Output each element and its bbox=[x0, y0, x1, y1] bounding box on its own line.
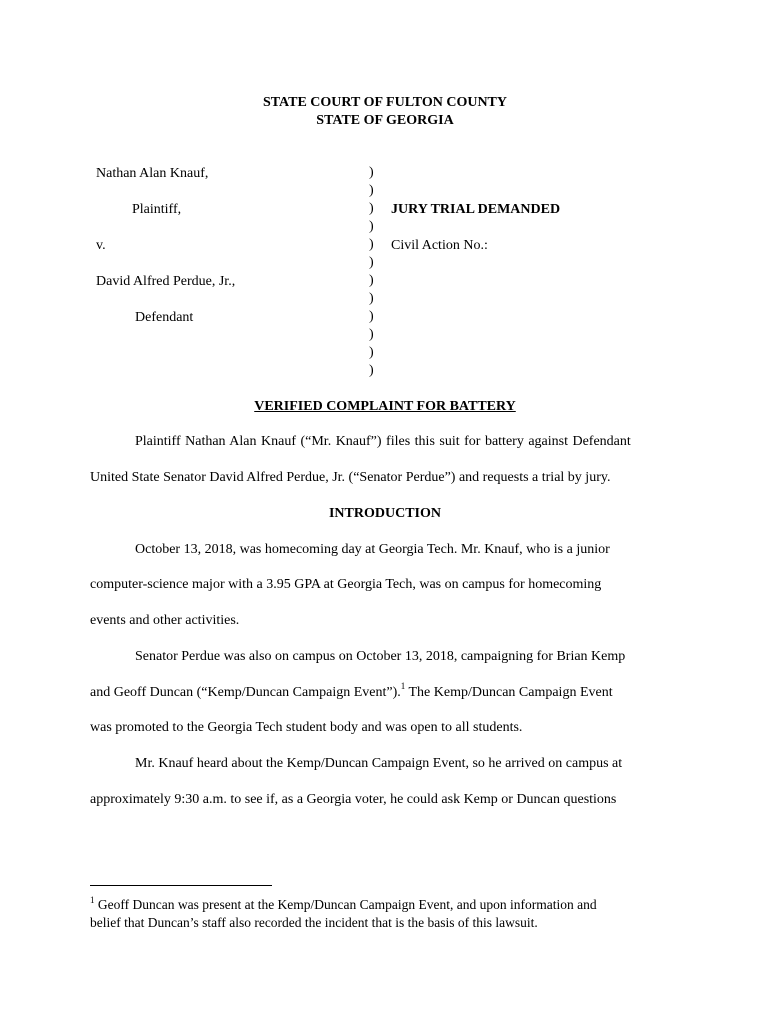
caption-paren: ) bbox=[369, 273, 374, 288]
defendant-role: Defendant bbox=[135, 310, 194, 325]
footnote-text: Geoff Duncan was present at the Kemp/Duncan Campaign Event, and upon information and bbox=[94, 897, 597, 912]
caption-paren: ) bbox=[369, 201, 374, 216]
intro-line-2: United State Senator David Alfred Perdue, Jr. (“Senator Perdue”) and requests a trial by jury. bbox=[90, 470, 611, 485]
caption-paren: ) bbox=[369, 363, 374, 378]
intro-line-1: Plaintiff Nathan Alan Knauf (“Mr. Knauf”) files this suit for battery against Defendant bbox=[135, 434, 631, 449]
caption-paren: ) bbox=[369, 255, 374, 270]
paragraph-2-line-2 bbox=[90, 681, 613, 702]
paragraph-2-line-2-text: and Geoff Duncan (“Kemp/Duncan Campaign Event”). bbox=[90, 685, 401, 700]
paragraph-2-line-2-continued: The Kemp/Duncan Campaign Event bbox=[405, 685, 613, 700]
caption-divider bbox=[369, 164, 381, 380]
paragraph-1-line-3: events and other activities. bbox=[90, 613, 240, 628]
caption-paren: ) bbox=[369, 165, 374, 180]
paragraph-1-line-1: October 13, 2018, was homecoming day at Georgia Tech. Mr. Knauf, who is a junior bbox=[135, 542, 610, 557]
defendant-name: David Alfred Perdue, Jr., bbox=[96, 274, 236, 289]
caption-paren: ) bbox=[369, 327, 374, 342]
footnote-line-2: belief that Duncan’s staff also recorded the incident that is the basis of this lawsuit. bbox=[90, 915, 538, 930]
caption-paren: ) bbox=[369, 219, 374, 234]
paragraph-2-line-1: Senator Perdue was also on campus on October 13, 2018, campaigning for Brian Kemp bbox=[135, 649, 626, 664]
caption-paren: ) bbox=[369, 345, 374, 360]
section-heading: INTRODUCTION bbox=[328, 506, 441, 521]
footnote-line-1 bbox=[90, 896, 597, 914]
footnote-marker: 1 bbox=[90, 894, 95, 905]
caption-paren: ) bbox=[369, 309, 374, 324]
footnote-separator bbox=[90, 885, 272, 886]
caption-paren: ) bbox=[369, 291, 374, 306]
caption-paren: ) bbox=[369, 183, 374, 198]
jury-demand: JURY TRIAL DEMANDED bbox=[391, 202, 561, 217]
civil-action-number: Civil Action No.: bbox=[391, 238, 488, 253]
paragraph-1-line-2: computer-science major with a 3.95 GPA at Georgia Tech, was on campus for homecoming bbox=[90, 577, 602, 592]
plaintiff-name: Nathan Alan Knauf, bbox=[96, 166, 209, 181]
document-title: VERIFIED COMPLAINT FOR BATTERY bbox=[254, 399, 516, 414]
paragraph-2-line-3: was promoted to the Georgia Tech student body and was open to all students. bbox=[90, 720, 523, 735]
footnote-reference[interactable]: 1 bbox=[400, 681, 406, 692]
paragraph-3-line-1: Mr. Knauf heard about the Kemp/Duncan Campaign Event, so he arrived on campus at bbox=[135, 756, 623, 771]
paragraph-3-line-2: approximately 9:30 a.m. to see if, as a Georgia voter, he could ask Kemp or Duncan questions bbox=[90, 792, 617, 807]
court-name: STATE COURT OF FULTON COUNTY bbox=[262, 95, 508, 110]
caption-paren: ) bbox=[369, 237, 374, 252]
plaintiff-role: Plaintiff, bbox=[132, 202, 182, 217]
state-name: STATE OF GEORGIA bbox=[316, 113, 454, 128]
versus-label: v. bbox=[96, 238, 106, 253]
